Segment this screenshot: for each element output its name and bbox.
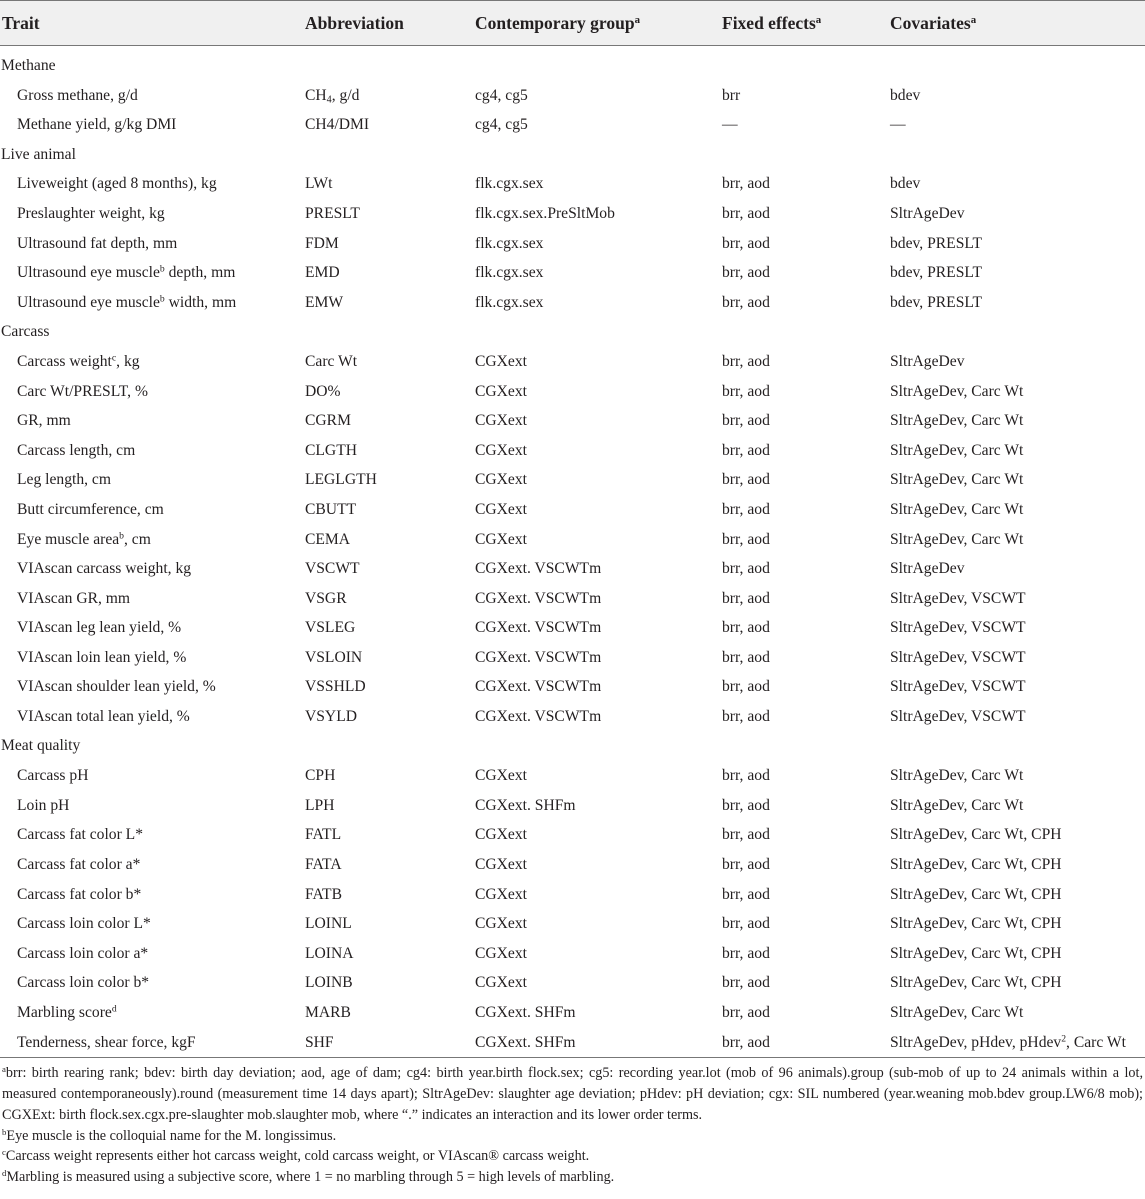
trait-cell: Carcass loin color L* xyxy=(17,915,151,933)
trait-cell: Carcass fat color L* xyxy=(17,826,143,844)
covariates-cell: bdev, PRESLT xyxy=(890,264,982,282)
table-row xyxy=(0,288,1145,318)
footnote-mark: c xyxy=(2,1147,6,1158)
contemporary-group-cell: CGXext. VSCWTm xyxy=(475,589,602,607)
footnote-text: brr: birth rearing rank; bdev: birth day deviation; aod, age of dam; cg4: birth year.birth flock.sex; cg5: recording year.lot (mob of 96 animals).group (sub-mob of up to 24 animals within a lot, measured contemporaneously).round (measurement time 14 days apart); SltrAgeDev: slaughter age deviation; pHdev: pH deviation; cgx: SIL numbered (year.weaning mob.bdev group.LW6/8 mob); CGXExt: birth flock.sex.cgx.pre-slaughter mob.slaughter mob, where “.” indicates an interaction and its lower order terms. xyxy=(2,1065,1143,1123)
table-row xyxy=(0,81,1145,111)
footnote-mark: b xyxy=(2,1126,7,1137)
abbreviation-cell: VSYLD xyxy=(305,708,357,726)
header-fixed-effects: Fixed effects$^a$ xyxy=(722,1,890,46)
abbreviation-cell: LPH xyxy=(305,796,335,814)
table-row xyxy=(0,1028,1145,1058)
table-row xyxy=(0,850,1145,880)
table-row xyxy=(0,110,1145,140)
footnote-text: Carcass weight represents either hot carcass weight, cold carcass weight, or VIAscan® carcass weight. xyxy=(5,1148,590,1165)
trait-cell: VIAscan carcass weight, kg xyxy=(17,560,192,578)
fixed-effects-cell: brr, aod xyxy=(722,441,770,459)
contemporary-group-cell: cg4, cg5 xyxy=(475,86,528,104)
fixed-effects-cell: brr, aod xyxy=(722,856,770,874)
covariates-cell: SltrAgeDev xyxy=(890,560,965,578)
fixed-effects-cell: brr, aod xyxy=(722,974,770,992)
table-row xyxy=(0,643,1145,673)
covariates-cell: — xyxy=(890,116,906,134)
table-row xyxy=(0,761,1145,791)
fixed-effects-cell: — xyxy=(722,116,738,134)
covariates-cell: bdev, PRESLT xyxy=(890,234,982,252)
abbreviation-cell: Carc Wt xyxy=(305,352,358,370)
fixed-effects-cell: brr, aod xyxy=(722,708,770,726)
footnote xyxy=(2,1167,1143,1188)
header-row xyxy=(0,1,1145,46)
fixed-effects-cell: brr, aod xyxy=(722,678,770,696)
fixed-effects-cell: brr, aod xyxy=(722,500,770,518)
contemporary-group-cell: CGXext xyxy=(475,412,527,430)
fixed-effects-cell: brr, aod xyxy=(722,767,770,785)
covariates-cell: SltrAgeDev, Carc Wt xyxy=(890,1004,1024,1021)
section-title: Meat quality xyxy=(1,737,81,755)
contemporary-group-cell: CGXext xyxy=(475,915,527,933)
fixed-effects-cell: brr, aod xyxy=(722,264,770,282)
contemporary-group-cell: CGXext. SHFm xyxy=(475,1028,722,1058)
header-covariates: Covariates$^a$ xyxy=(890,1,1145,46)
fixed-effects-cell: brr, aod xyxy=(722,412,770,430)
trait-cell: Marbling score$^d$ xyxy=(17,1003,117,1021)
trait-cell: Carc Wt/PRESLT, % xyxy=(17,382,148,400)
footnote-text: Marbling is measured using a subjective score, where 1 = no marbling through 5 = high levels of marbling. xyxy=(6,1169,615,1186)
table-row xyxy=(0,791,1145,821)
fixed-effects-cell: brr, aod xyxy=(722,293,770,311)
abbreviation-cell: PRESLT xyxy=(305,204,360,222)
table-row xyxy=(0,495,1145,525)
contemporary-group-cell: CGXext. VSCWTm xyxy=(475,708,602,726)
abbreviation-cell: CH4/DMI xyxy=(305,116,370,134)
table-row xyxy=(0,909,1145,939)
fixed-effects-cell: brr, aod xyxy=(722,796,770,814)
table-row xyxy=(0,406,1145,436)
abbreviation-cell: FATA xyxy=(305,856,342,874)
trait-cell: Ultrasound fat depth, mm xyxy=(17,234,178,252)
footnotes xyxy=(0,1058,1145,1188)
covariates-cell: bdev xyxy=(890,175,921,193)
trait-cell: Carcass fat color a* xyxy=(17,856,141,874)
section-row xyxy=(0,317,1145,347)
abbreviation-cell: $CH_4$, g/d xyxy=(305,86,360,106)
table-row xyxy=(0,229,1145,259)
trait-cell: Liveweight (aged 8 months), kg xyxy=(17,175,217,193)
contemporary-group-cell: CGXext xyxy=(475,856,527,874)
covariates-cell: SltrAgeDev, Carc Wt xyxy=(890,530,1024,548)
abbreviation-cell: LEGLGTH xyxy=(305,471,377,489)
trait-cell: VIAscan GR, mm xyxy=(17,589,131,607)
covariates-cell: SltrAgeDev, VSCWT xyxy=(890,619,1026,637)
abbreviation-cell: CLGTH xyxy=(305,441,357,459)
abbreviation-cell: LWt xyxy=(305,175,333,193)
abbreviation-cell: FATL xyxy=(305,826,342,844)
contemporary-group-cell: CGXext. VSCWTm xyxy=(475,560,602,578)
trait-cell: Carcass pH xyxy=(17,767,89,785)
contemporary-group-cell: CGXext xyxy=(475,352,527,370)
section-row xyxy=(0,46,1145,81)
covariates-cell: SltrAgeDev, Carc Wt xyxy=(890,500,1024,518)
covariates-cell: SltrAgeDev, Carc Wt, CPH xyxy=(890,856,1062,874)
abbreviation-cell: LOINB xyxy=(305,974,353,992)
fixed-effects-cell: brr, aod xyxy=(722,1004,770,1021)
table-row xyxy=(0,347,1145,377)
table-row xyxy=(0,169,1145,199)
header-contemporary-group: Contemporary group$^a$ xyxy=(475,1,722,46)
trait-cell: Tenderness, shear force, kgF xyxy=(0,1028,305,1058)
header-trait: Trait xyxy=(0,1,305,46)
covariates-cell: SltrAgeDev, VSCWT xyxy=(890,589,1026,607)
fixed-effects-cell: brr, aod xyxy=(722,619,770,637)
contemporary-group-cell: CGXext xyxy=(475,826,527,844)
contemporary-group-cell: CGXext. SHFm xyxy=(475,796,576,814)
fixed-effects-cell: brr, aod xyxy=(722,471,770,489)
covariates-cell: SltrAgeDev, Carc Wt xyxy=(890,471,1024,489)
table-row xyxy=(0,584,1145,614)
trait-cell: Methane yield, g/kg DMI xyxy=(17,116,177,134)
table-row xyxy=(0,525,1145,555)
contemporary-group-cell: cg4, cg5 xyxy=(475,116,528,134)
footnote xyxy=(2,1063,1143,1125)
table-row xyxy=(0,465,1145,495)
contemporary-group-cell: CGXext. SHFm xyxy=(475,1004,576,1021)
trait-cell: Carcass fat color b* xyxy=(17,885,142,903)
abbreviation-cell: EMW xyxy=(305,293,344,311)
table-row xyxy=(0,880,1145,910)
covariates-cell: SltrAgeDev, Carc Wt xyxy=(890,382,1024,400)
contemporary-group-cell: CGXext xyxy=(475,944,527,962)
contemporary-group-cell: CGXext xyxy=(475,382,527,400)
table-row xyxy=(0,613,1145,643)
trait-cell: Leg length, cm xyxy=(17,471,111,489)
covariates-cell: bdev xyxy=(890,86,921,104)
contemporary-group-cell: CGXext xyxy=(475,767,527,785)
table-row xyxy=(0,998,1145,1028)
covariates-cell: SltrAgeDev xyxy=(890,204,965,222)
covariates-cell: SltrAgeDev, Carc Wt xyxy=(890,796,1024,814)
covariates-cell: SltrAgeDev, Carc Wt xyxy=(890,441,1024,459)
table-row xyxy=(0,436,1145,466)
covariates-cell: SltrAgeDev, VSCWT xyxy=(890,678,1026,696)
trait-cell: Carcass loin color b* xyxy=(17,974,150,992)
contemporary-group-cell: flk.cgx.sex xyxy=(475,264,544,282)
table-row xyxy=(0,199,1145,229)
fixed-effects-cell: brr, aod xyxy=(722,589,770,607)
covariates-cell: SltrAgeDev xyxy=(890,352,965,370)
contemporary-group-cell: flk.cgx.sex xyxy=(475,293,544,311)
abbreviation-cell: LOINA xyxy=(305,944,354,962)
trait-cell: GR, mm xyxy=(17,412,71,430)
table-row xyxy=(0,702,1145,732)
table-row xyxy=(0,554,1145,584)
abbreviation-cell: VSSHLD xyxy=(305,678,366,696)
abbreviation-cell: VSCWT xyxy=(305,560,360,578)
abbreviation-cell: CPH xyxy=(305,767,336,785)
abbreviation-cell: EMD xyxy=(305,264,340,282)
fixed-effects-cell: brr, aod xyxy=(722,648,770,666)
fixed-effects-cell: brr, aod xyxy=(722,885,770,903)
fixed-effects-cell: brr, aod xyxy=(722,234,770,252)
contemporary-group-cell: CGXext. VSCWTm xyxy=(475,619,602,637)
trait-cell: Eye muscle area$^b$, cm xyxy=(17,530,151,548)
abbreviation-cell: VSLEG xyxy=(305,619,356,637)
table-row xyxy=(0,672,1145,702)
trait-cell: Carcass weight$^c$, kg xyxy=(17,352,140,370)
abbreviation-cell: VSGR xyxy=(305,589,347,607)
section-title: Carcass xyxy=(1,323,50,341)
covariates-cell: SltrAgeDev, VSCWT xyxy=(890,648,1026,666)
footnote xyxy=(2,1146,1143,1167)
table-row xyxy=(0,968,1145,998)
contemporary-group-cell: flk.cgx.sex.PreSltMob xyxy=(475,204,615,222)
footnote-mark: d xyxy=(2,1168,7,1179)
abbreviation-cell: CGRM xyxy=(305,412,351,430)
trait-cell: Loin pH xyxy=(17,796,70,814)
trait-cell: Carcass length, cm xyxy=(17,441,136,459)
covariates-cell: SltrAgeDev, Carc Wt, CPH xyxy=(890,915,1062,933)
covariates-cell: SltrAgeDev, Carc Wt xyxy=(890,767,1024,785)
trait-cell: Ultrasound eye muscle$^b$ width, mm xyxy=(17,293,237,311)
section-title: Methane xyxy=(1,56,56,74)
contemporary-group-cell: CGXext xyxy=(475,974,527,992)
abbreviation-cell: DO% xyxy=(305,382,341,400)
table-row xyxy=(0,820,1145,850)
abbreviation-cell: SHF xyxy=(305,1028,475,1058)
table-body xyxy=(0,46,1145,1058)
abbreviation-cell: CBUTT xyxy=(305,500,357,518)
fixed-effects-cell: brr, aod xyxy=(722,915,770,933)
fixed-effects-cell: brr, aod xyxy=(722,382,770,400)
contemporary-group-cell: CGXext xyxy=(475,885,527,903)
abbreviation-cell: CEMA xyxy=(305,530,351,548)
contemporary-group-cell: flk.cgx.sex xyxy=(475,234,544,252)
fixed-effects-cell: brr, aod xyxy=(722,560,770,578)
covariates-cell: SltrAgeDev, Carc Wt, CPH xyxy=(890,974,1062,992)
abbreviation-cell: LOINL xyxy=(305,915,352,933)
footnote-mark: a xyxy=(2,1064,6,1075)
abbreviation-cell: VSLOIN xyxy=(305,648,363,666)
section-title: Live animal xyxy=(1,145,76,163)
trait-cell: Preslaughter weight, kg xyxy=(17,204,165,222)
fixed-effects-cell: brr, aod xyxy=(722,944,770,962)
contemporary-group-cell: CGXext xyxy=(475,441,527,459)
trait-cell: Butt circumference, cm xyxy=(17,500,164,518)
covariates-cell: SltrAgeDev, VSCWT xyxy=(890,708,1026,726)
trait-cell: VIAscan leg lean yield, % xyxy=(17,619,182,637)
fixed-effects-cell: brr, aod xyxy=(722,826,770,844)
footnote xyxy=(2,1126,1143,1147)
contemporary-group-cell: CGXext xyxy=(475,530,527,548)
abbreviation-cell: FDM xyxy=(305,234,339,252)
fixed-effects-cell: brr, aod xyxy=(722,530,770,548)
fixed-effects-cell: brr, aod xyxy=(722,175,770,193)
covariates-cell: SltrAgeDev, Carc Wt, CPH xyxy=(890,826,1062,844)
covariates-cell: SltrAgeDev, Carc Wt, CPH xyxy=(890,944,1062,962)
fixed-effects-cell: brr, aod xyxy=(722,204,770,222)
abbreviation-cell: FATB xyxy=(305,885,342,903)
section-row xyxy=(0,140,1145,170)
table-row xyxy=(0,377,1145,407)
fixed-effects-cell: brr, aod xyxy=(722,352,770,370)
table-row xyxy=(0,939,1145,969)
contemporary-group-cell: CGXext. VSCWTm xyxy=(475,648,602,666)
covariates-cell: bdev, PRESLT xyxy=(890,293,982,311)
trait-cell: Carcass loin color a* xyxy=(17,944,149,962)
table-header xyxy=(0,1,1145,46)
contemporary-group-cell: CGXext xyxy=(475,471,527,489)
covariates-cell: SltrAgeDev, pHdev, pHdev$^2$, Carc Wt xyxy=(890,1028,1145,1058)
footnote-text: Eye muscle is the colloquial name for the M. longissimus. xyxy=(6,1127,337,1144)
trait-cell: Ultrasound eye muscle$^b$ depth, mm xyxy=(17,263,236,282)
fixed-effects-cell: brr, aod xyxy=(722,1028,890,1058)
section-row xyxy=(0,732,1145,762)
trait-cell: VIAscan loin lean yield, % xyxy=(17,648,187,666)
table-row xyxy=(0,258,1145,288)
covariates-cell: SltrAgeDev, Carc Wt, CPH xyxy=(890,885,1062,903)
trait-cell: VIAscan shoulder lean yield, % xyxy=(17,678,216,696)
abbreviation-cell: MARB xyxy=(305,1004,351,1021)
contemporary-group-cell: CGXext. VSCWTm xyxy=(475,678,602,696)
covariates-cell: SltrAgeDev, Carc Wt xyxy=(890,412,1024,430)
contemporary-group-cell: flk.cgx.sex xyxy=(475,175,544,193)
trait-cell: VIAscan total lean yield, % xyxy=(17,708,190,726)
fixed-effects-cell: brr xyxy=(722,86,741,104)
contemporary-group-cell: CGXext xyxy=(475,500,527,518)
header-abbreviation: Abbreviation xyxy=(305,1,475,46)
trait-cell: Gross methane, g/d xyxy=(17,86,138,104)
